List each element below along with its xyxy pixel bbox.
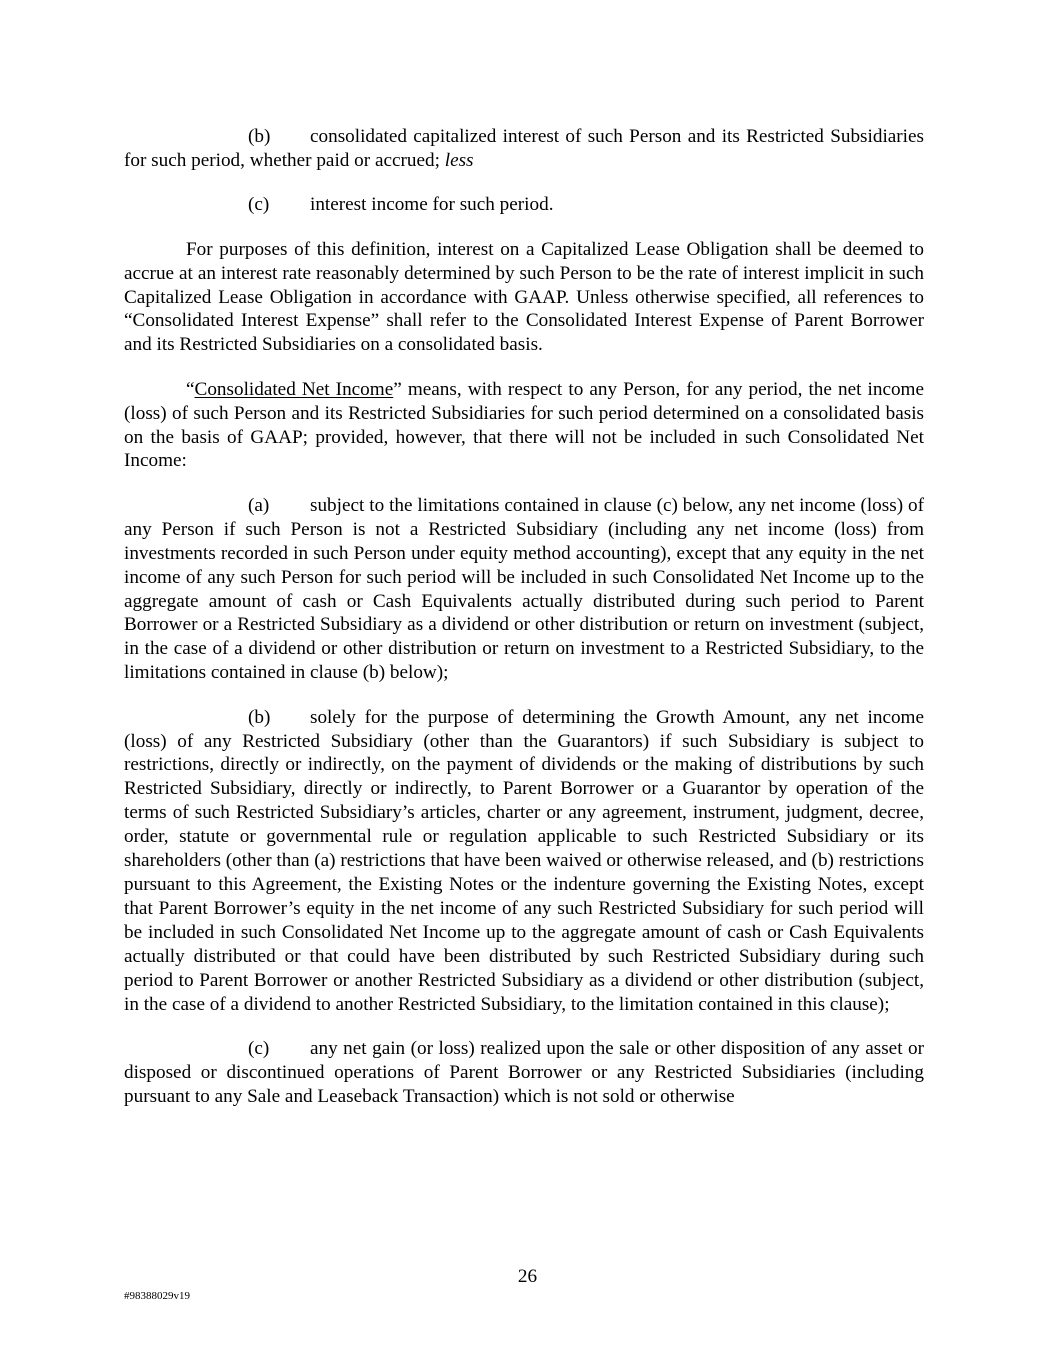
clause-b-top [124, 125, 924, 173]
clause-text: subject to the limitations contained in clause (c) below, any net income (loss) of any Person if such Person is not a Restricted Subsidiary (including any net income (loss) from investments recorded in such Person under equity method accounting), except that any equity in the net income of any such Person for such period will be included in such Consolidated Net Income up to the aggregate amount of cash or Cash Equivalents actually distributed during such period to Parent Borrower or a Restricted Subsidiary as a dividend or other distribution or return on investment (subject, in the case of a dividend or other distribution or return on investment to a Restricted Subsidiary, to the limitations contained in clause (b) below); [124, 494, 924, 684]
clause-label: (c) [248, 1037, 270, 1059]
clause-label: (a) [248, 494, 270, 516]
clause-label: (c) [248, 194, 270, 216]
clause-c [124, 1037, 924, 1109]
document-body [124, 125, 924, 1129]
clause-text: solely for the purpose of determining the Growth Amount, any net income (loss) of any Restricted Subsidiary (other than the Guarantors) if such Subsidiary is subject to restrictions, directly or indirectly, on the payment of dividends or the making of distributions by such Restricted Subsidiary, directly or indirectly, to Parent Borrower or a Guarantor by operation of the terms of such Restricted Subsidiary’s articles, charter or any agreement, instrument, judgment, decree, order, statute or governmental rule or regulation applicable to such Restricted Subsidiary or its shareholders (other than (a) restrictions that have been waived or otherwise released, and (b) restrictions pursuant to this Agreement, the Existing Notes or the indenture governing the Existing Notes, except that Parent Borrower’s equity in the net income of any such Restricted Subsidiary for such period will be included in such Consolidated Net Income up to the aggregate amount of cash or Cash Equivalents actually distributed or that could have been distributed by such Restricted Subsidiary during such period to Parent Borrower or another Restricted Subsidiary as a dividend or other distribution (subject, in the case of a dividend to another Restricted Subsidiary, to the limitation contained in this clause); [124, 706, 924, 1015]
page-number: 26 [517, 1266, 538, 1287]
clause-b [124, 706, 924, 1017]
clause-text: interest income for such period. [310, 194, 554, 216]
clause-label: (b) [248, 706, 271, 728]
defined-term: Consolidated Net Income [194, 378, 394, 400]
clause-label: (b) [248, 126, 271, 147]
open-quote: “ [186, 378, 195, 400]
clause-text: any net gain (or loss) realized upon the sale or other disposition of any asset or disposed or discontinued operations of Parent Borrower or any Restricted Subsidiaries (including pursuant to any Sale and Leaseback Transaction) which is not sold or otherwise [124, 1037, 924, 1107]
definition-paragraph [124, 378, 924, 474]
clause-text: consolidated capitalized interest of such Person and its Restricted Subsidiaries for such period, whether paid or accrued; [124, 126, 924, 171]
definition-text: ” means, with respect to any Person, for any period, the net income (loss) of such Person and its Restricted Subsidiaries for such period determined on a consolidated basis on the basis of GAAP; provided, however, that there will not be included in such Consolidated Net Income: [124, 378, 924, 472]
italic-word: less [444, 149, 474, 171]
document-id: #98388029v19 [124, 1290, 190, 1302]
purposes-paragraph: For purposes of this definition, interest on a Capitalized Lease Obligation shall be deemed to accrue at an interest rate reasonably determined by such Person to be the rate of interest implicit in such Capitalized Lease Obligation in accordance with GAAP. Unless otherwise specified, all references to “Consolidated Interest Expense” shall refer to the Consolidated Interest Expense of Parent Borrower and its Restricted Subsidiaries on a consolidated basis. [124, 238, 924, 356]
clause-c-top [124, 193, 924, 217]
clause-a [124, 494, 924, 685]
